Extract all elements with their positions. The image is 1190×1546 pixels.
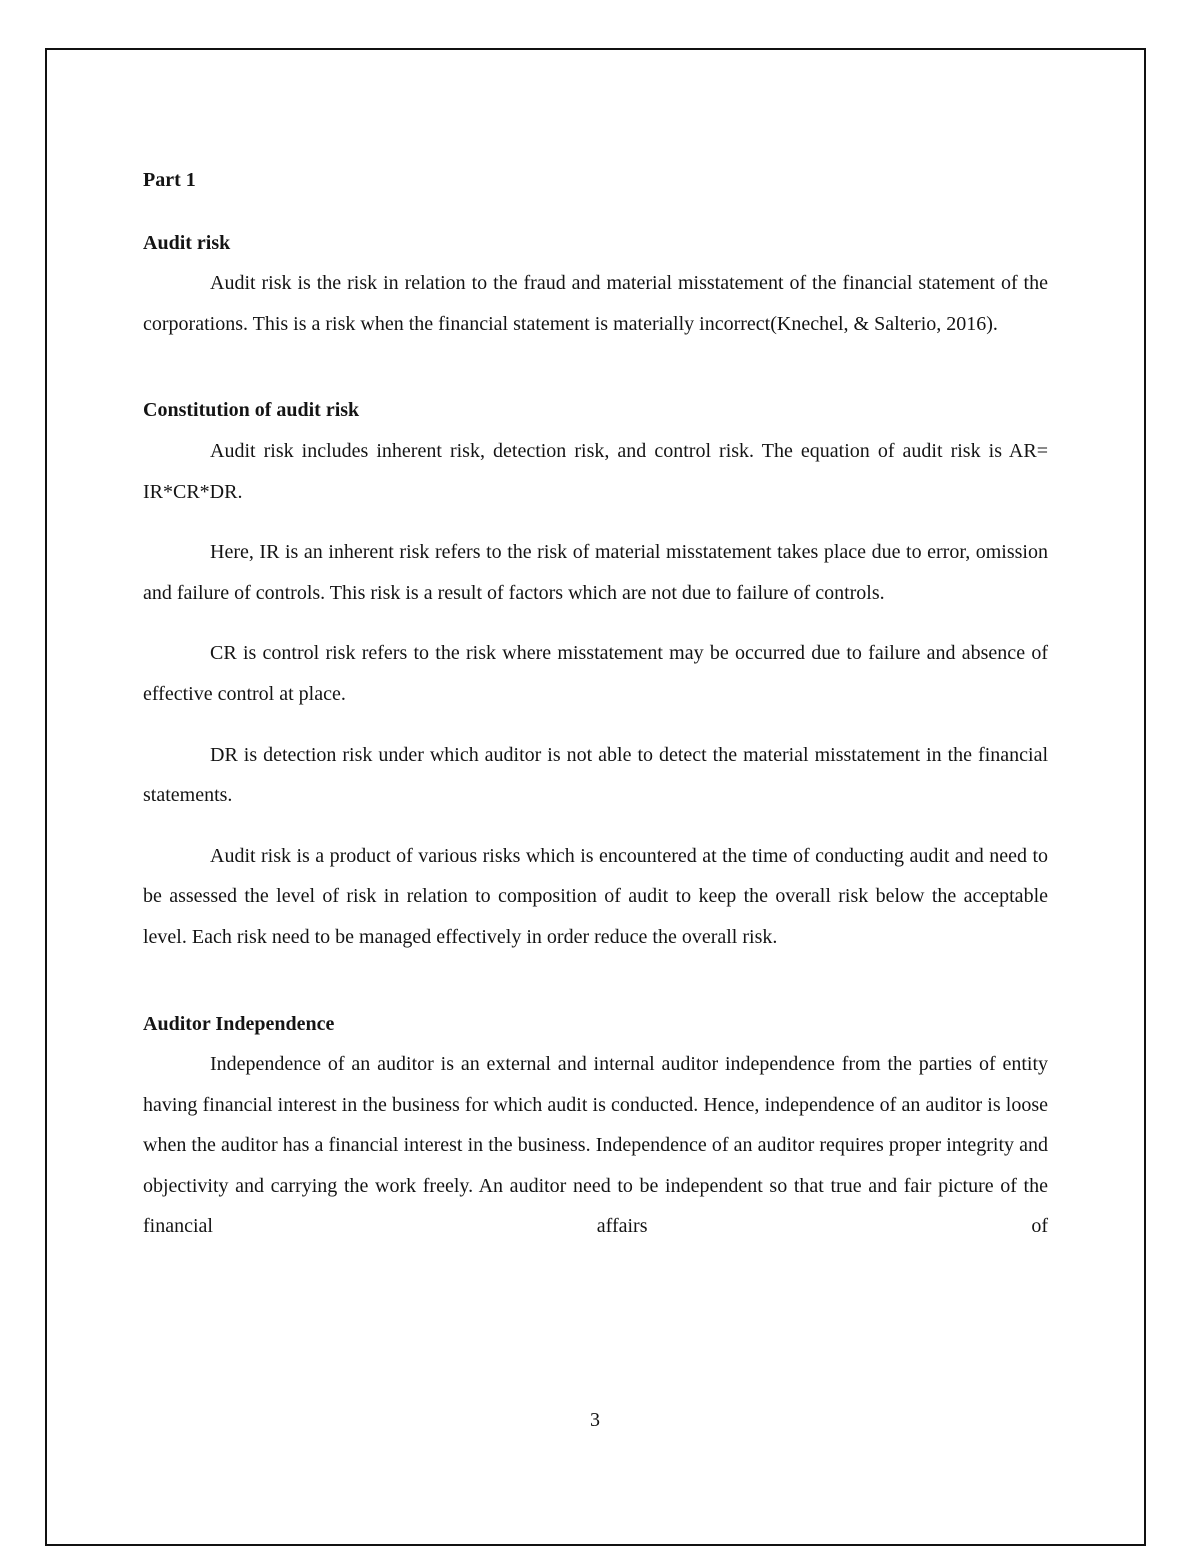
paragraph-control-risk: CR is control risk refers to the risk where misstatement may be occurred due to failure and absence of effective control at place. — [143, 642, 1048, 705]
paragraph-audit-risk: Audit risk is the risk in relation to the fraud and material misstatement of the financial statement of the corporations. This is a risk when the financial statement is materially incorrect(Knechel, & Salterio, 2016). — [143, 272, 1048, 335]
paragraph-detection-risk: DR is detection risk under which auditor is not able to detect the material misstatement in the financial statements. — [143, 743, 1048, 807]
page-number: 3 — [590, 1409, 600, 1431]
paragraph-audit-risk-product: Audit risk is a product of various risks which is encountered at the time of conducting audit and need to be assessed the level of risk in relation to composition of audit to keep the overall risk below the acceptable level. Each risk need to be managed effectively in order reduce the overall risk. — [143, 844, 1048, 948]
paragraph-auditor-independence: Independence of an auditor is an external and internal auditor independence from the parties of entity having financial interest in the business for which audit is conducted. Hence, independence of an auditor is loose when the auditor has a financial interest in the business. Independence of an auditor requires proper integrity and objectivity and carrying the work freely. An auditor need to be independent so that true and fair picture of the financial affairs of — [143, 1053, 1048, 1238]
paragraph-audit-risk-equation: Audit risk includes inherent risk, detection risk, and control risk. The equation of audit risk is AR= IR*CR*DR. — [143, 439, 1048, 503]
heading-constitution-of-audit-risk: Constitution of audit risk — [143, 399, 360, 422]
paragraph-inherent-risk: Here, IR is an inherent risk refers to the risk of material misstatement takes place due to error, omission and failure of controls. This risk is a result of factors which are not due to failure of controls. — [143, 541, 1048, 604]
heading-part-1: Part 1 — [143, 169, 196, 191]
heading-audit-risk: Audit risk — [143, 231, 231, 254]
heading-auditor-independence: Auditor Independence — [143, 1012, 335, 1035]
page-content — [143, 160, 1048, 1247]
